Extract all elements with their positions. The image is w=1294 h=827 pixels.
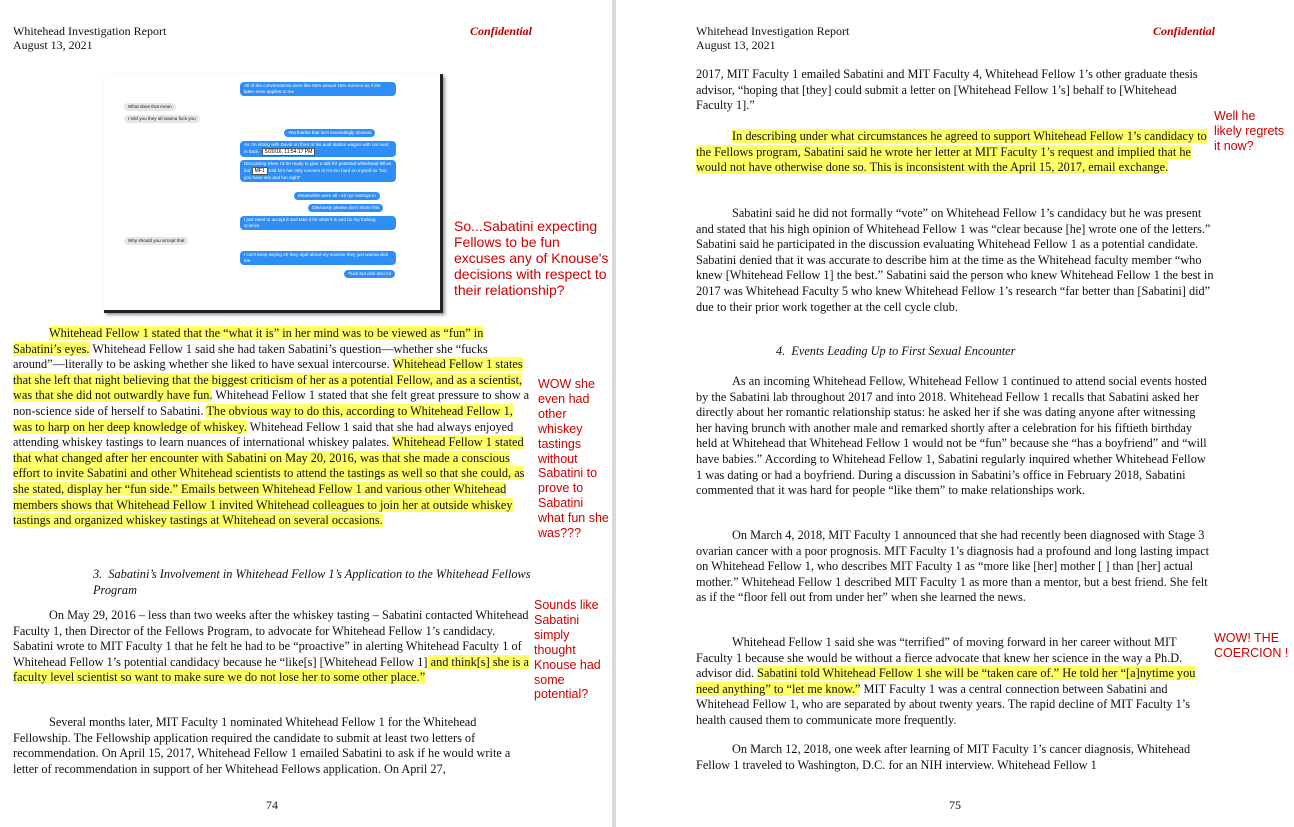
message-bubble: I can't keep saying oh they dgaf about my science they just wanna dick me xyxy=(240,251,396,265)
body-text: Whitehead Fellow 1 said she was “terrified” of moving forward in her career without MIT Faculty 1 because she would be without a fierce advocate that knew her science in the way a Ph.D. advisor did. xyxy=(696,635,1183,681)
message-bubble: Obviously please don't share this xyxy=(308,204,383,212)
message-bubble xyxy=(240,160,396,182)
paragraph xyxy=(696,374,1214,499)
page-number: 75 xyxy=(949,798,961,812)
report-date: August 13, 2021 xyxy=(13,38,93,52)
paragraph xyxy=(696,67,1214,114)
message-text: told him her only concern is I'm too hard on myself so "but you have sex and fun night" xyxy=(244,168,387,180)
page-75 xyxy=(616,0,1294,827)
highlighted-text: and think[s] she is a faculty level scientist so want to make sure we do not lose her to some other place.” xyxy=(13,654,529,685)
body-text: MIT Faculty 1 was a central connection between Sabatini and Whitehead Fellow 1, who are separated by about twenty years. The rapid decline of MIT Faculty 1’s health caused them to communicate more frequently. xyxy=(696,681,1191,727)
paragraph xyxy=(696,528,1214,606)
highlighted-text: Whitehead Fellow 1 stated that what changed after her encounter with Sabatini on May 20, 2016, was that she made a conscious effort to invite Sabatini and other Whitehead scientists to attend the tastings as well so that she could, as she stated, display her “fun side.” Emails between Whitehead Fellow 1 and various other Whitehead members shows that Whitehead Fellow 1 invited Whitehead colleagues to join her at outside whiskey tastings and organized whiskey tastings at Whitehead on several occasions. xyxy=(13,435,525,528)
message-bubble: Why should you accept that xyxy=(124,237,188,245)
annotation-note: WOW! THE COERCION ! xyxy=(1214,631,1289,660)
body-text: On March 4, 2018, MIT Faculty 1 announced that she had recently been diagnosed with Stage 3 ovarian cancer with a poor prognosis. MIT Faculty 1’s diagnosis had a profound and long lasting impact on Whitehead Fellow 1, who describes MIT Faculty 1 as “more like [her] mother [ ] than [her] actual mother.” Whitehead Fellow 1 described MIT Faculty 1 as more than a mentor, but a best friend. She felt as if the “floor fell out from under her” when she learned the news. xyxy=(696,528,1210,605)
message-text: As I'm sitting with David on front of his audi station wagon with car seat in back xyxy=(244,142,389,154)
message-bubble: *fuck but dick also lol xyxy=(344,270,395,278)
message-bubble: Yea thanks that isn't exceedingly obvious xyxy=(284,129,375,137)
highlighted-text: Sabatini told Whitehead Fellow 1 she will be “taken care of.” He told her “[a]nytime you need anything” to “let me know.” xyxy=(696,666,1196,696)
paragraph xyxy=(696,129,1214,176)
body-text: 2017, MIT Faculty 1 emailed Sabatini and MIT Faculty 4, Whitehead Fellow 1’s other graduate thesis advisor, “hoping that [they] could submit a letter on [Whitehead Fellow 1’s] behalf to [Whitehead Faculty 1].” xyxy=(696,67,1198,113)
body-text: Whitehead Fellow 1 said that she had always enjoyed attending whiskey tastings to learn nuances of international whiskey palates. xyxy=(13,419,514,450)
highlighted-text: Whitehead Fellow 1 stated that the “what it is” in her mind was to be viewed as “fun” in Sabatini’s eyes. xyxy=(13,326,484,356)
highlighted-text: The obvious way to do this, according to Whitehead Fellow 1, was to harp on her deep knowledge of whiskey. xyxy=(13,403,513,434)
text-message-screenshot xyxy=(104,74,443,313)
annotation-note: Sounds like Sabatini simply thought Knouse had some potential? xyxy=(534,598,601,702)
body-text: On March 12, 2018, one week after learning of MIT Faculty 1’s cancer diagnosis, Whitehead Fellow 1 traveled to Washington, D.C. for an NIH interview. Whitehead Fellow 1 xyxy=(696,742,1191,772)
body-text: Several months later, MIT Faculty 1 nominated Whitehead Fellow 1 for the Whitehead Fellowship. The Fellowship application required the candidate to submit at least two letters of recommendation. On April 15, 2017, Whitehead Fellow 1 emailed Sabatini to ask if he would write a letter of recommendation in support of her Whitehead Fellows application. On April 27, xyxy=(13,715,511,776)
message-bubble: All of the conversations were like 95% sexual 15% science as if the latter even applies to me xyxy=(240,82,396,96)
confidential-label: Confidential xyxy=(470,24,533,38)
message-bubble: I told you they all wanna fuck you xyxy=(124,115,200,123)
paragraph xyxy=(696,635,1214,729)
report-title: Whitehead Investigation Report xyxy=(13,24,167,38)
message-bubble: What does that mean xyxy=(124,103,176,111)
redaction-label: MF1 xyxy=(252,167,268,175)
confidential-label: Confidential xyxy=(1153,24,1216,38)
message-text: Discussing when I'd be ready to give a talk for potential whitehead fellow but xyxy=(244,161,392,173)
message-bubble xyxy=(240,141,396,157)
page-74 xyxy=(0,0,612,827)
body-text: Whitehead Fellow 1 stated that she felt great pressure to show a non-science side of herself to Sabatini. xyxy=(13,388,530,418)
paragraph xyxy=(696,206,1214,315)
timestamp-label: 5/20/16, 11:54:17 PM xyxy=(262,148,315,156)
highlighted-text: In describing under what circumstances he agreed to support Whitehead Fellow 1’s candidacy to the Fellows program, Sabatini said he wrote her letter at MIT Faculty 1’s request and implied that he would not have otherwise done so. This is inconsistent with the April 15, 2017, email exchange. xyxy=(696,129,1207,175)
paragraph xyxy=(13,326,533,529)
highlighted-text: Whitehead Fellow 1 states that she left that night believing that the biggest criticism of her as a potential Fellow, and as a scientist, was that she did not outwardly have fun. xyxy=(13,357,523,403)
annotation-note: So...Sabatini expecting Fellows to be fun excuses any of Knouse's decisions with respect to their relationship? xyxy=(454,218,609,298)
paragraph xyxy=(13,715,533,777)
report-title: Whitehead Investigation Report xyxy=(696,24,850,38)
body-text: Whitehead Fellow 1 said she had taken Sabatini’s question—whether she “fucks around”—literally to be asking whether she liked to have sexual intercourse. xyxy=(13,341,488,372)
paragraph xyxy=(13,608,533,686)
annotation-note: Well he likely regrets it now? xyxy=(1214,109,1285,153)
body-text: As an incoming Whitehead Fellow, Whitehead Fellow 1 continued to attend social events hosted by the Sabatini lab throughout 2017 and into 2018. Whitehead Fellow 1 recalls that Sabatini asked her directly about her romantic relationship status: he asked her if she was dating anyone after witnessing her having brunch with another male and remarked shortly after a celebration for his fiftieth birthday held at Whitehead that Whitehead Fellow 1 would not be “fun” because she “has a boyfriend” and “will have babies.” According to Whitehead Fellow 1, Sabatini regularly inquired whether Whitehead Fellow 1 was dating or had a boyfriend. During a discussion in Sabatini’s office in February 2018, Sabatini commented that it was hard for people “like them” to make relationships work. xyxy=(696,374,1207,498)
section-heading: 3. Sabatini’s Involvement in Whitehead Fellow 1’s Application to the Whitehead Fellows Program xyxy=(93,567,531,597)
section-heading: 4. Events Leading Up to First Sexual Encounter xyxy=(776,344,1016,358)
body-text: On May 29, 2016 – less than two weeks after the whiskey tasting – Sabatini contacted Whitehead Faculty 1, then Director of the Fellows Program, to advocate for Whitehead Fellow 1’s candidacy. Sabatini wrote to MIT Faculty 1 that he felt he had to be “proactive” in alerting Whitehead Faculty 1 of Whitehead Fellow 1’s potential candidacy because he “like[s] [Whitehead Fellow 1] xyxy=(13,608,529,669)
report-date: August 13, 2021 xyxy=(696,38,776,52)
message-bubble: Meanwhile were all ~10 rye tastings in xyxy=(294,192,380,200)
body-text: Sabatini said he did not formally “vote” on Whitehead Fellow 1’s candidacy but he was present and stated that his high opinion of Whitehead Fellow 1 was “clear because [he] wrote one of the letters.” Sabatini said he participated in the discussion evaluating Whitehead Fellow 1 as a potential candidate. Sabatini denied that it was accurate to describe him at the time as the Whitehead faculty member “who knew [Whitehead Fellow 1] the best.” Sabatini said the person who knew Whitehead Fellow 1 the best in 2017 was Whitehead Faculty 5 who knew Whitehead Fellow 1’s research “far better than [Sabatini] did” due to their prior work together at the cell cycle club. xyxy=(696,206,1214,314)
message-bubble: I just need to accept it and take it for what it is and do my fucking science xyxy=(240,216,396,230)
page-number: 74 xyxy=(266,798,278,812)
paragraph xyxy=(696,742,1214,773)
annotation-note: WOW she even had other whiskey tastings without Sabatini to prove to Sabatini what fun she was??? xyxy=(538,377,609,541)
